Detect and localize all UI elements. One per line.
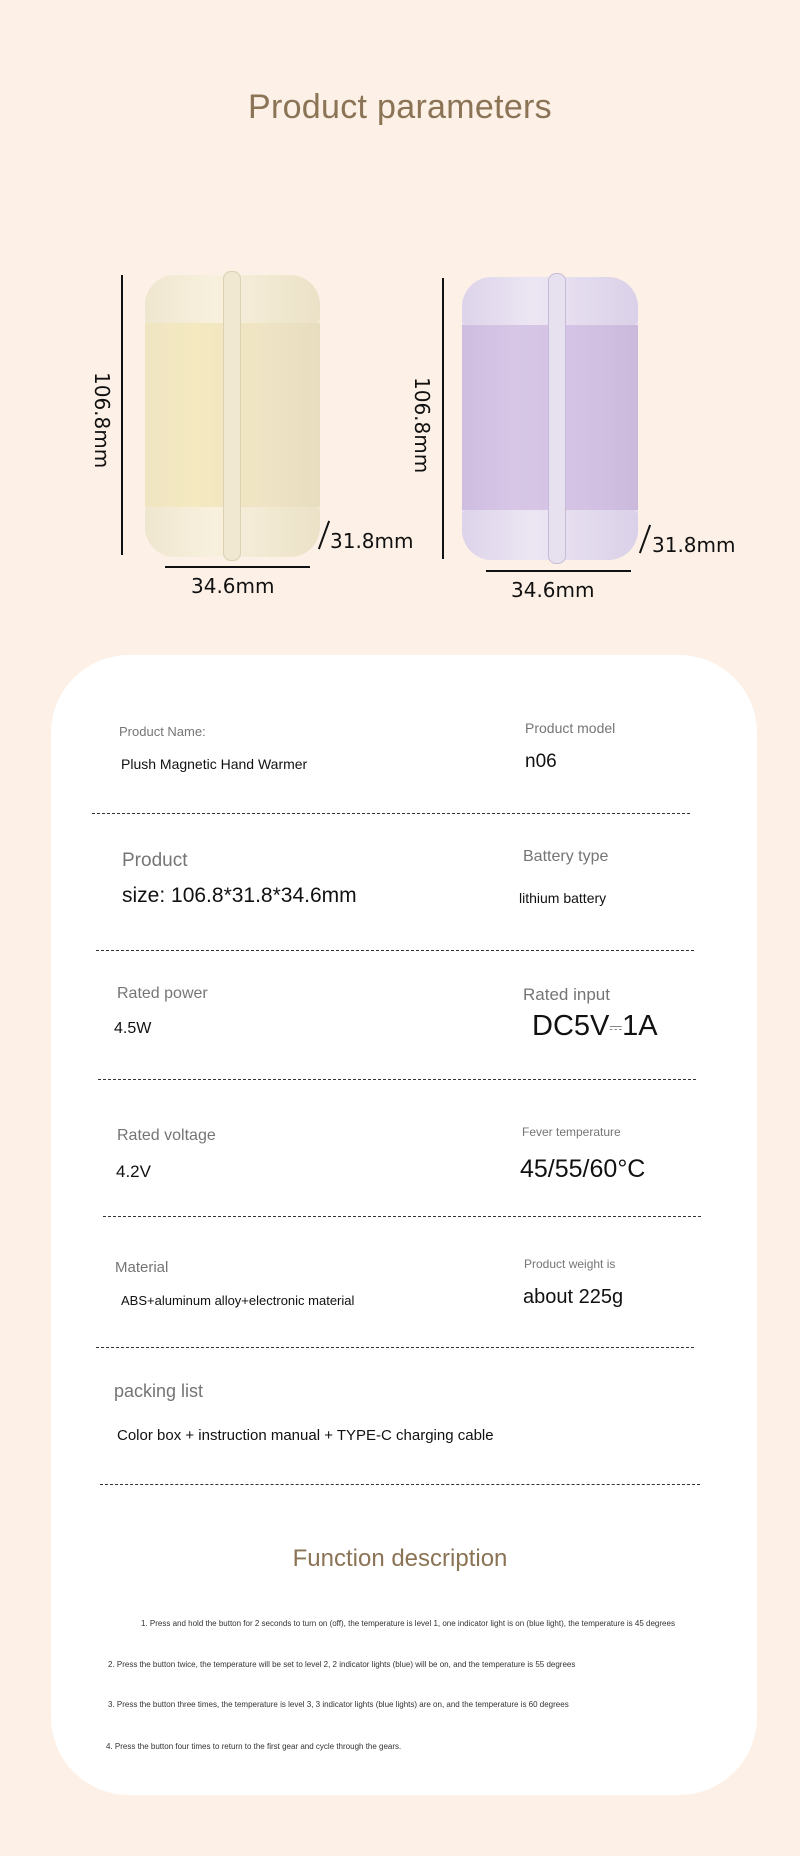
height-dimension-label: 106.8mm (90, 372, 114, 469)
hand-warmer-cream-image (145, 275, 320, 557)
product-model-label: Product model (525, 720, 616, 736)
rated-input-value (532, 1010, 658, 1043)
function-step-3: 3. Press the button three times, the temperature is level 3, 3 indicator lights (blue lights) are on, and the temperature is 60 degrees (108, 1700, 569, 1709)
fever-temperature-label: Fever temperature (522, 1125, 621, 1139)
divider (96, 1347, 694, 1348)
product-name-label: Product Name: (119, 724, 206, 739)
product-weight-value: about 225g (523, 1286, 624, 1308)
depth-dimension-label: 31.8mm (652, 533, 736, 557)
product-name-value: Plush Magnetic Hand Warmer (121, 756, 308, 772)
depth-dimension-label: 31.8mm (330, 529, 414, 553)
function-description-title: Function description (292, 1545, 508, 1572)
width-dimension-label: 34.6mm (511, 578, 595, 602)
battery-type-label: Battery type (523, 848, 609, 865)
divider (98, 1079, 696, 1080)
rated-input-label: Rated input (523, 985, 610, 1004)
width-dimension-line (165, 566, 310, 568)
packing-list-label: packing list (114, 1381, 204, 1401)
rated-power-label: Rated power (117, 985, 208, 1002)
hand-warmer-lavender-image (462, 277, 638, 560)
depth-dimension-slash (639, 525, 651, 554)
height-dimension-line (121, 275, 123, 555)
battery-type-value: lithium battery (519, 890, 607, 906)
width-dimension-line (486, 570, 631, 572)
product-size-label: Product (122, 850, 188, 871)
width-dimension-label: 34.6mm (191, 574, 275, 598)
product-model-value: n06 (525, 751, 557, 772)
rated-input-current: 1A (622, 1010, 658, 1042)
dc-symbol-icon: ⎓ (609, 1017, 623, 1037)
page-title: Product parameters (248, 88, 552, 126)
material-value: ABS+aluminum alloy+electronic material (121, 1293, 355, 1308)
material-label: Material (115, 1259, 169, 1276)
height-dimension-label: 106.8mm (410, 377, 434, 474)
product-weight-label: Product weight is (524, 1257, 616, 1271)
fever-temperature-value: 45/55/60°C (520, 1155, 646, 1183)
divider (100, 1484, 700, 1485)
divider (92, 813, 690, 814)
function-step-4: 4. Press the button four times to return to the first gear and cycle through the gears. (106, 1742, 402, 1751)
packing-list-value: Color box + instruction manual + TYPE-C charging cable (117, 1427, 494, 1444)
function-step-2: 2. Press the button twice, the temperature will be set to level 2, 2 indicator lights (blue) will be on, and the temperature is 55 degrees (108, 1660, 576, 1669)
rated-voltage-label: Rated voltage (117, 1127, 216, 1144)
rated-input-voltage: DC5V (532, 1010, 610, 1042)
rated-voltage-value: 4.2V (116, 1162, 151, 1181)
height-dimension-line (442, 278, 444, 559)
product-size-value: size: 106.8*31.8*34.6mm (122, 884, 357, 907)
rated-power-value: 4.5W (114, 1020, 152, 1037)
divider (96, 950, 694, 951)
function-step-1: 1. Press and hold the button for 2 seconds to turn on (off), the temperature is level 1, one indicator light is on (blue light), the temperature is 45 degrees (141, 1619, 675, 1628)
divider (103, 1216, 701, 1217)
